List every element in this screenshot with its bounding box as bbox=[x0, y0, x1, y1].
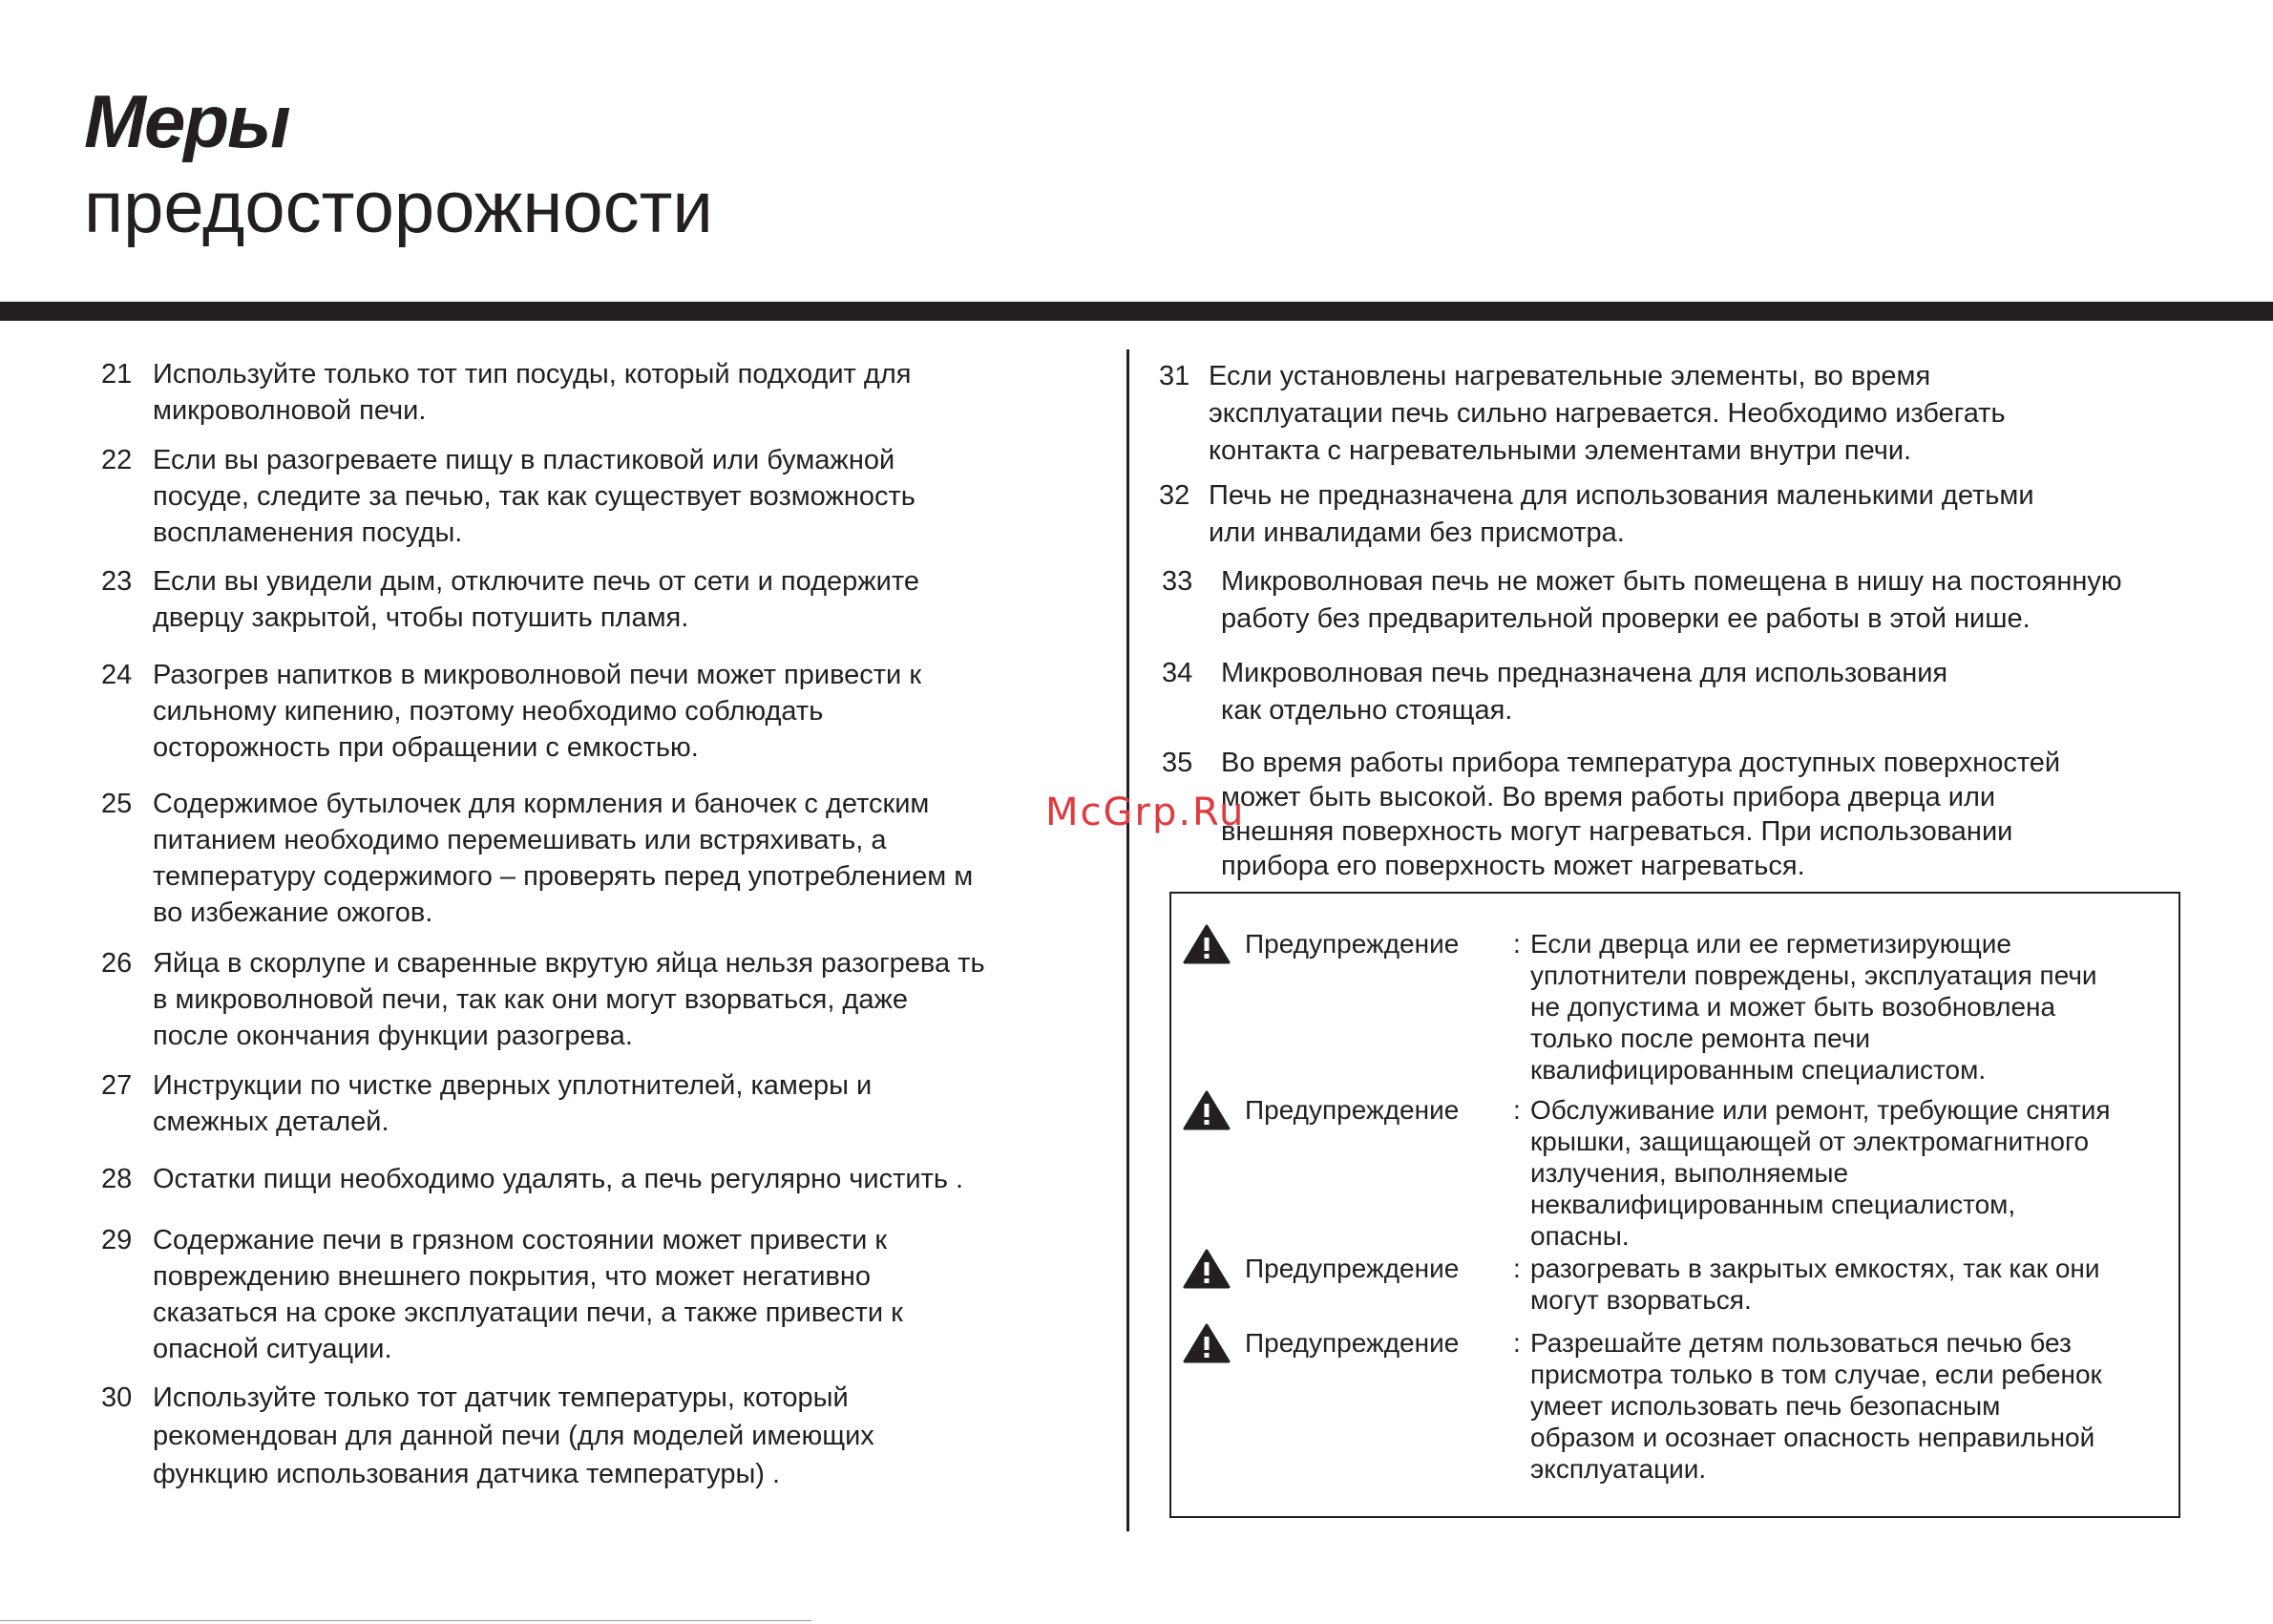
item-text bbox=[1221, 655, 1947, 729]
warning-text-line: разогревать в закрытых емкостях, так как они bbox=[1530, 1254, 2100, 1283]
item-text-line: Содержимое бутылочек для кормления и баночек с детским bbox=[153, 789, 930, 819]
item-text-line: Остатки пищи необходимо удалять, а печь регулярно чистить . bbox=[153, 1164, 964, 1194]
warning-text-line: только после ремонта печи bbox=[1530, 1023, 1871, 1053]
warning-text-line: умеет использовать печь безопасным bbox=[1530, 1391, 2001, 1421]
warning-text-line: уплотнители повреждены, эксплуатация печи bbox=[1530, 960, 2097, 990]
item-text-line: повреждению внешнего покрытия, что может негативно bbox=[153, 1261, 872, 1292]
item-text bbox=[153, 1379, 874, 1493]
warning-label: Предупреждение bbox=[1245, 1328, 1460, 1358]
item-text-line: сильному кипению, поэтому необходимо соблюдать bbox=[153, 696, 824, 727]
warning-text-line: неквалифицированным специалистом, bbox=[1530, 1190, 2016, 1219]
warning-text bbox=[1530, 1327, 2102, 1485]
warning-triangle-icon bbox=[1183, 924, 1231, 964]
item-text-line: как отдельно стоящая. bbox=[1221, 695, 1513, 726]
item-number: 31 bbox=[1159, 361, 1190, 391]
item-number: 22 bbox=[101, 445, 133, 475]
item-text-line: смежных деталей. bbox=[153, 1107, 389, 1137]
warning-text-line: Обслуживание или ремонт, требующие снятия bbox=[1530, 1095, 2111, 1125]
bottom-rule bbox=[0, 1620, 811, 1621]
warning-triangle-icon bbox=[1183, 1249, 1231, 1289]
item-text bbox=[153, 442, 916, 551]
item-text-line: прибора его поверхность может нагреваться. bbox=[1221, 851, 1805, 881]
item-text-line: в микроволновой печи, так как они могут взорваться, даже bbox=[153, 984, 909, 1015]
item-text bbox=[1209, 358, 2006, 470]
item-text bbox=[153, 356, 911, 429]
warning-box bbox=[1169, 892, 2180, 1518]
warning-text-line: могут взорваться. bbox=[1530, 1285, 1752, 1315]
item-text-line: опасной ситуации. bbox=[153, 1334, 392, 1364]
warning-text bbox=[1530, 928, 2097, 1086]
item-text-line: осторожность при обращении с емкостью. bbox=[153, 732, 699, 763]
item-number: 23 bbox=[101, 566, 133, 597]
item-number: 32 bbox=[1159, 480, 1190, 511]
warning-triangle-icon bbox=[1183, 1090, 1231, 1130]
warning-text-line: излучения, выполняемые bbox=[1530, 1158, 1849, 1188]
warning-text bbox=[1530, 1253, 2100, 1316]
warning-triangle-icon bbox=[1183, 1323, 1231, 1363]
item-text bbox=[153, 1222, 903, 1367]
item-number: 24 bbox=[101, 660, 133, 690]
item-text-line: внешняя поверхность могут нагреваться. При использовании bbox=[1221, 816, 2013, 847]
item-text-line: функцию использования датчика температуры) . bbox=[153, 1459, 781, 1489]
item-text bbox=[153, 657, 921, 766]
warning-colon: : bbox=[1513, 1254, 1521, 1283]
item-text-line: Яйца в скорлупе и сваренные вкрутую яйца нельзя разогрева ть bbox=[153, 948, 985, 979]
item-text-line: Используйте только тот датчик температуры, который bbox=[153, 1382, 849, 1413]
warning-text-line: образом и осознает опасность неправильной bbox=[1530, 1423, 2095, 1452]
item-text-line: может быть высокой. Во время работы прибора дверца или bbox=[1221, 782, 1996, 812]
item-text bbox=[153, 563, 919, 636]
item-number: 29 bbox=[101, 1225, 133, 1255]
page-title-line1: Меры bbox=[84, 79, 289, 163]
item-text bbox=[153, 1161, 963, 1197]
item-text-line: Если вы разогреваете пищу в пластиковой или бумажной bbox=[153, 445, 895, 475]
item-text-line: Если вы увидели дым, отключите печь от сети и подержите bbox=[153, 566, 919, 597]
item-text-line: Разогрев напитков в микроволновой печи может привести к bbox=[153, 660, 922, 690]
item-text-line: температуру содержимого – проверять перед употреблением м bbox=[153, 861, 974, 892]
item-text-line: Содержание печи в грязном состоянии может привести к bbox=[153, 1225, 888, 1255]
item-text-line: контакта с нагревательными элементами внутри печи. bbox=[1209, 435, 1912, 466]
item-number: 35 bbox=[1162, 748, 1193, 778]
item-number: 33 bbox=[1162, 566, 1193, 597]
item-number: 21 bbox=[101, 359, 133, 390]
item-text-line: Если установлены нагревательные элементы, во время bbox=[1209, 361, 1931, 391]
item-text-line: Микроволновая печь предназначена для использования bbox=[1221, 658, 1948, 688]
item-number: 34 bbox=[1162, 658, 1193, 688]
warning-text-line: Если дверца или ее герметизирующие bbox=[1530, 929, 2011, 959]
item-text-line: воспламенения посуды. bbox=[153, 517, 463, 548]
warning-text-line: эксплуатации. bbox=[1530, 1454, 1707, 1484]
item-text bbox=[1221, 746, 2060, 883]
item-text-line: работу без предварительной проверки ее работы в этой нише. bbox=[1221, 603, 2031, 634]
item-text bbox=[153, 945, 985, 1054]
item-text-line: после окончания функции разогрева. bbox=[153, 1021, 633, 1051]
item-text-line: микроволновой печи. bbox=[153, 395, 427, 426]
item-text-line: рекомендован для данной печи (для моделей имеющих bbox=[153, 1421, 874, 1451]
item-text-line: Инструкции по чистке дверных уплотнителей, камеры и bbox=[153, 1070, 873, 1101]
item-number: 30 bbox=[101, 1382, 133, 1413]
warning-text-line: Разрешайте детям пользоваться печью без bbox=[1530, 1328, 2072, 1358]
column-divider bbox=[1126, 349, 1129, 1531]
item-text bbox=[1221, 563, 2122, 638]
header-divider bbox=[0, 302, 2273, 321]
warning-colon: : bbox=[1513, 1095, 1521, 1125]
item-text-line: посуде, следите за печью, так как существует возможность bbox=[153, 481, 916, 512]
item-text-line: эксплуатации печь сильно нагревается. Необходимо избегать bbox=[1209, 398, 2006, 429]
item-text-line: сказаться на сроке эксплуатации печи, а также привести к bbox=[153, 1297, 903, 1328]
item-text-line: или инвалидами без присмотра. bbox=[1209, 517, 1625, 548]
item-text-line: питанием необходимо перемешивать или встряхивать, а bbox=[153, 825, 887, 855]
item-number: 26 bbox=[101, 948, 133, 979]
warning-text-line: крышки, защищающей от электромагнитного bbox=[1530, 1127, 2090, 1156]
warning-text-line: присмотра только в том случае, если ребенок bbox=[1530, 1360, 2102, 1389]
item-text-line: дверцу закрытой, чтобы потушить пламя. bbox=[153, 602, 689, 633]
item-text-line: во избежание ожогов. bbox=[153, 897, 433, 928]
item-text-line: Используйте только тот тип посуды, который подходит для bbox=[153, 359, 912, 390]
warning-colon: : bbox=[1513, 929, 1521, 959]
page-title-line2: предосторожности bbox=[84, 167, 713, 248]
watermark: McGrp.Ru bbox=[1045, 791, 1246, 834]
warning-text bbox=[1530, 1094, 2111, 1252]
item-text bbox=[153, 786, 973, 931]
warning-text-line: квалифицированным специалистом. bbox=[1530, 1055, 1987, 1085]
item-text bbox=[1209, 477, 2034, 552]
item-text bbox=[153, 1067, 872, 1140]
warning-label: Предупреждение bbox=[1245, 1095, 1460, 1125]
item-text-line: Во время работы прибора температура доступных поверхностей bbox=[1221, 748, 2061, 778]
item-number: 27 bbox=[101, 1070, 133, 1101]
item-text-line: Микроволновая печь не может быть помещена в нишу на постоянную bbox=[1221, 566, 2122, 597]
warning-colon: : bbox=[1513, 1328, 1521, 1358]
item-number: 28 bbox=[101, 1164, 133, 1194]
item-text-line: Печь не предназначена для использования маленькими детьми bbox=[1209, 480, 2034, 511]
warning-text-line: не допустима и может быть возобновлена bbox=[1530, 992, 2056, 1022]
item-number: 25 bbox=[101, 789, 133, 819]
warning-label: Предупреждение bbox=[1245, 929, 1460, 959]
warning-text-line: опасны. bbox=[1530, 1221, 1630, 1251]
warning-label: Предупреждение bbox=[1245, 1254, 1460, 1283]
